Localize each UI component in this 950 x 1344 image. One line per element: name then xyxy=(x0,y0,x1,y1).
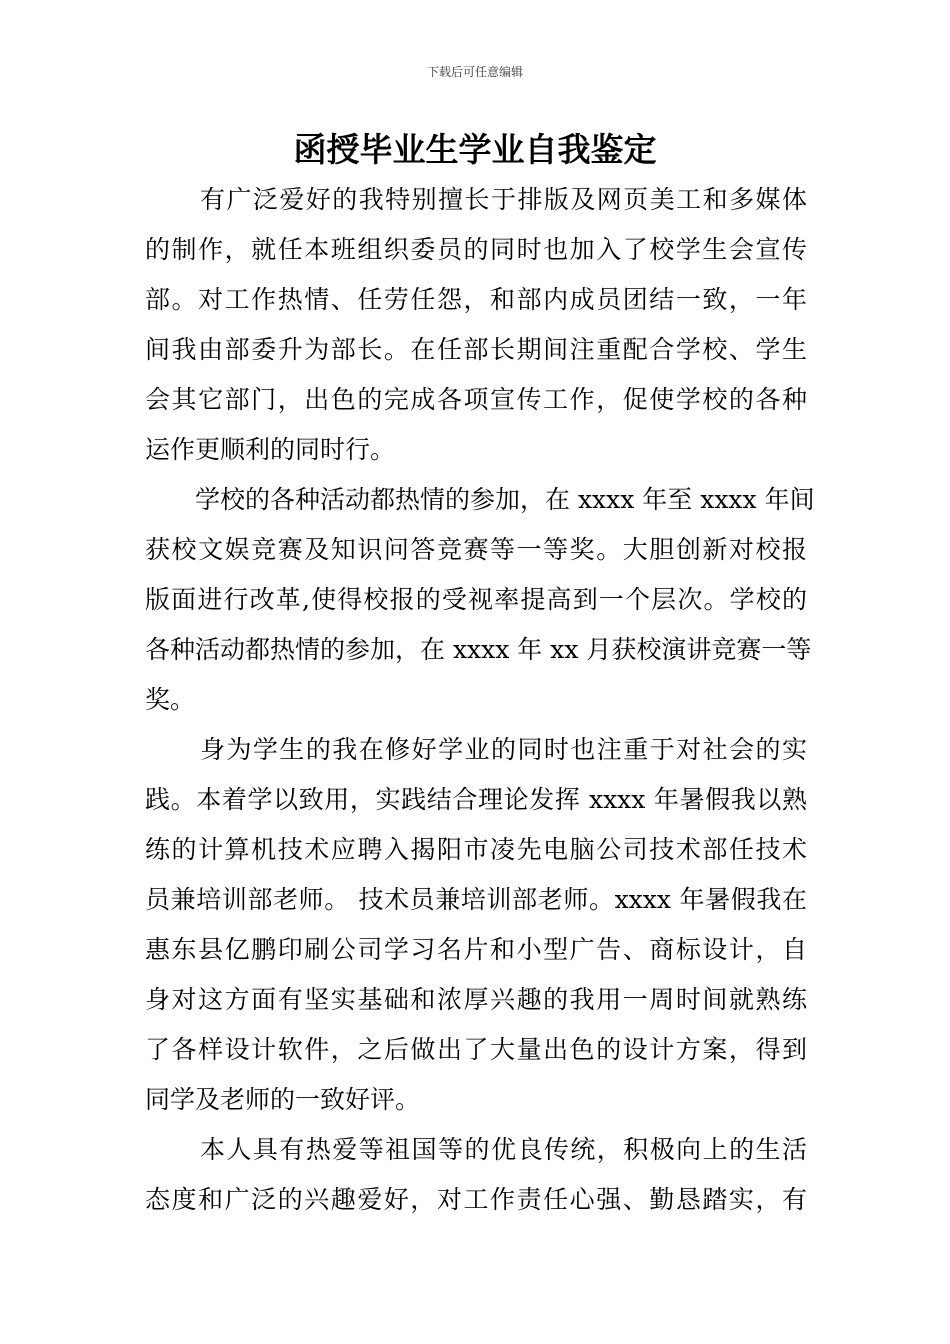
text-line: 同学及老师的一致好评。 xyxy=(145,1085,421,1114)
text-line: 了各样设计软件，之后做出了大量出色的设计方案，得到 xyxy=(145,1035,807,1064)
text-line: 员兼培训部老师。 技术员兼培训部老师。xxxx 年暑假我在 xyxy=(145,885,807,914)
text-line: 部。对工作热情、任劳任怨，和部内成员团结一致，一年 xyxy=(145,285,807,314)
text-line: 版面进行改革,使得校报的受视率提高到一个层次。学校的 xyxy=(145,585,807,614)
text-line: 本人具有热爱等祖国等的优良传统，积极向上的生活 xyxy=(200,1135,807,1164)
document-title: 函授毕业生学业自我鉴定 xyxy=(293,130,657,169)
text-line: 惠东县亿鹏印刷公司学习名片和小型广告、商标设计，自 xyxy=(145,935,807,964)
text-line: 获校文娱竞赛及知识问答竞赛等一等奖。大胆创新对校报 xyxy=(145,535,807,564)
text-line: 践。本着学以致用，实践结合理论发挥 xxxx 年暑假我以熟 xyxy=(145,785,807,814)
text-line: 的制作，就任本班组织委员的同时也加入了校学生会宣传 xyxy=(145,235,807,264)
text-line: 学校的各种活动都热情的参加，在 xxxx 年至 xxxx 年间 xyxy=(195,485,815,514)
text-line: 练的计算机技术应聘入揭阳市凌先电脑公司技术部任技术 xyxy=(145,835,807,864)
text-line: 会其它部门，出色的完成各项宣传工作，促使学校的各种 xyxy=(145,385,807,414)
paragraph-3 xyxy=(145,725,807,1125)
paragraph-1 xyxy=(145,175,807,475)
text-line: 有广泛爱好的我特别擅长于排版及网页美工和多媒体 xyxy=(200,185,807,214)
paragraph-4 xyxy=(145,1125,807,1225)
text-line: 间我由部委升为部长。在任部长期间注重配合学校、学生 xyxy=(145,335,807,364)
text-line: 各种活动都热情的参加，在 xxxx 年 xx 月获校演讲竞赛一等 xyxy=(145,635,812,664)
text-line: 奖。 xyxy=(145,685,196,714)
text-line: 运作更顺利的同时行。 xyxy=(145,435,396,464)
paragraph-2 xyxy=(145,475,815,725)
text-line: 态度和广泛的兴趣爱好，对工作责任心强、勤恳踏实，有 xyxy=(145,1185,807,1214)
document-body xyxy=(145,175,815,1225)
text-line: 身对这方面有坚实基础和浓厚兴趣的我用一周时间就熟练 xyxy=(145,985,807,1014)
page-header: 下载后可任意编辑 xyxy=(426,65,523,79)
text-line: 身为学生的我在修好学业的同时也注重于对社会的实 xyxy=(200,735,807,764)
